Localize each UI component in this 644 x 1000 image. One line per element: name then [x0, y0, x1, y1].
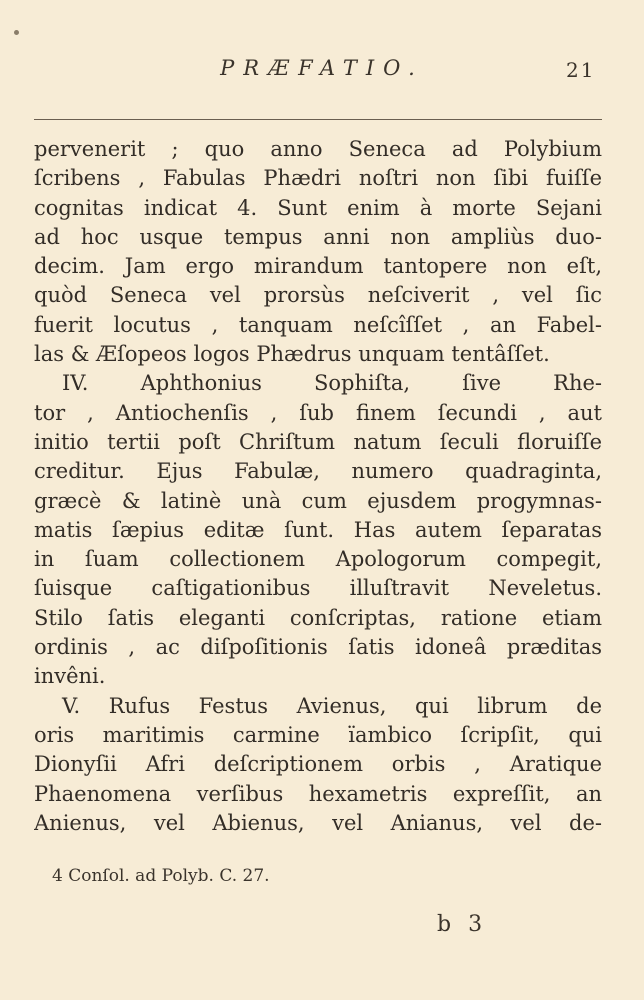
text-line: Dionyſii Afri deſcriptionem orbis , Aratique [34, 752, 602, 777]
text-line: invêni. [34, 664, 106, 689]
text-line: ad hoc usque tempus anni non ampliùs duo- [34, 224, 602, 249]
text-line: Phaenomena verſibus hexametris expreſſit, an [34, 781, 602, 806]
text-line: creditur. Ejus Fabulæ, numero quadraginta, [34, 459, 602, 484]
text-line: in ſuam collectionem Apologorum compegit, [34, 547, 602, 572]
page-mark [14, 30, 19, 35]
footnote: 4 Conſol. ad Polyb. C. 27. [52, 866, 270, 886]
text-line: matis ſæpius editæ ſunt. Has autem ſeparatas [34, 517, 602, 542]
text-line: cognitas indicat 4. Sunt enim à morte Sejani [34, 195, 602, 220]
text-line: IV. Aphthonius Sophiſta, ſive Rhe- [62, 371, 602, 396]
text-line: ordinis , ac diſpoſitionis ſatis idoneâ præditas [34, 635, 602, 660]
text-line: pervenerit ; quo anno Seneca ad Polybium [34, 137, 602, 161]
page-number: 21 [566, 58, 596, 82]
text-line: ſuisque caſtigationibus illuſtravit Neveletus. [34, 576, 602, 601]
text-line: initio tertii poſt Chriſtum natum ſeculi floruiſſe [34, 429, 602, 454]
text-line: V. Rufus Festus Avienus, qui librum de [62, 693, 602, 718]
text-line: tor , Antiochenſis , ſub finem ſecundi , aut [34, 400, 602, 425]
text-line: decim. Jam ergo mirandum tantopere non eſt, [34, 254, 602, 279]
text-line: fuerit locutus , tanquam neſcîſſet , an Fabel- [34, 312, 602, 337]
text-line: Anienus, vel Abienus, vel Anianus, vel de- [34, 810, 602, 835]
text-line: quòd Seneca vel prorsùs neſciverit , vel ſic [34, 283, 602, 308]
text-line: ſcribens , Fabulas Phædri noſtri non ſibi fuiſſe [34, 166, 602, 191]
text-line: oris maritimis carmine ïambico ſcripſit, qui [34, 722, 602, 747]
signature-mark: b 3 [437, 912, 488, 937]
text-line: græcè & latinè unà cum ejusdem progymnas- [34, 488, 602, 513]
text-line: Stilo ſatis eleganti conſcriptas, ratione etiam [34, 605, 602, 630]
body-text [34, 135, 602, 838]
running-title: PRÆFATIO. [220, 56, 424, 80]
text-line: las & Æſopeos logos Phædrus unquam tentâſſet. [34, 342, 550, 367]
header-rule [34, 119, 602, 120]
